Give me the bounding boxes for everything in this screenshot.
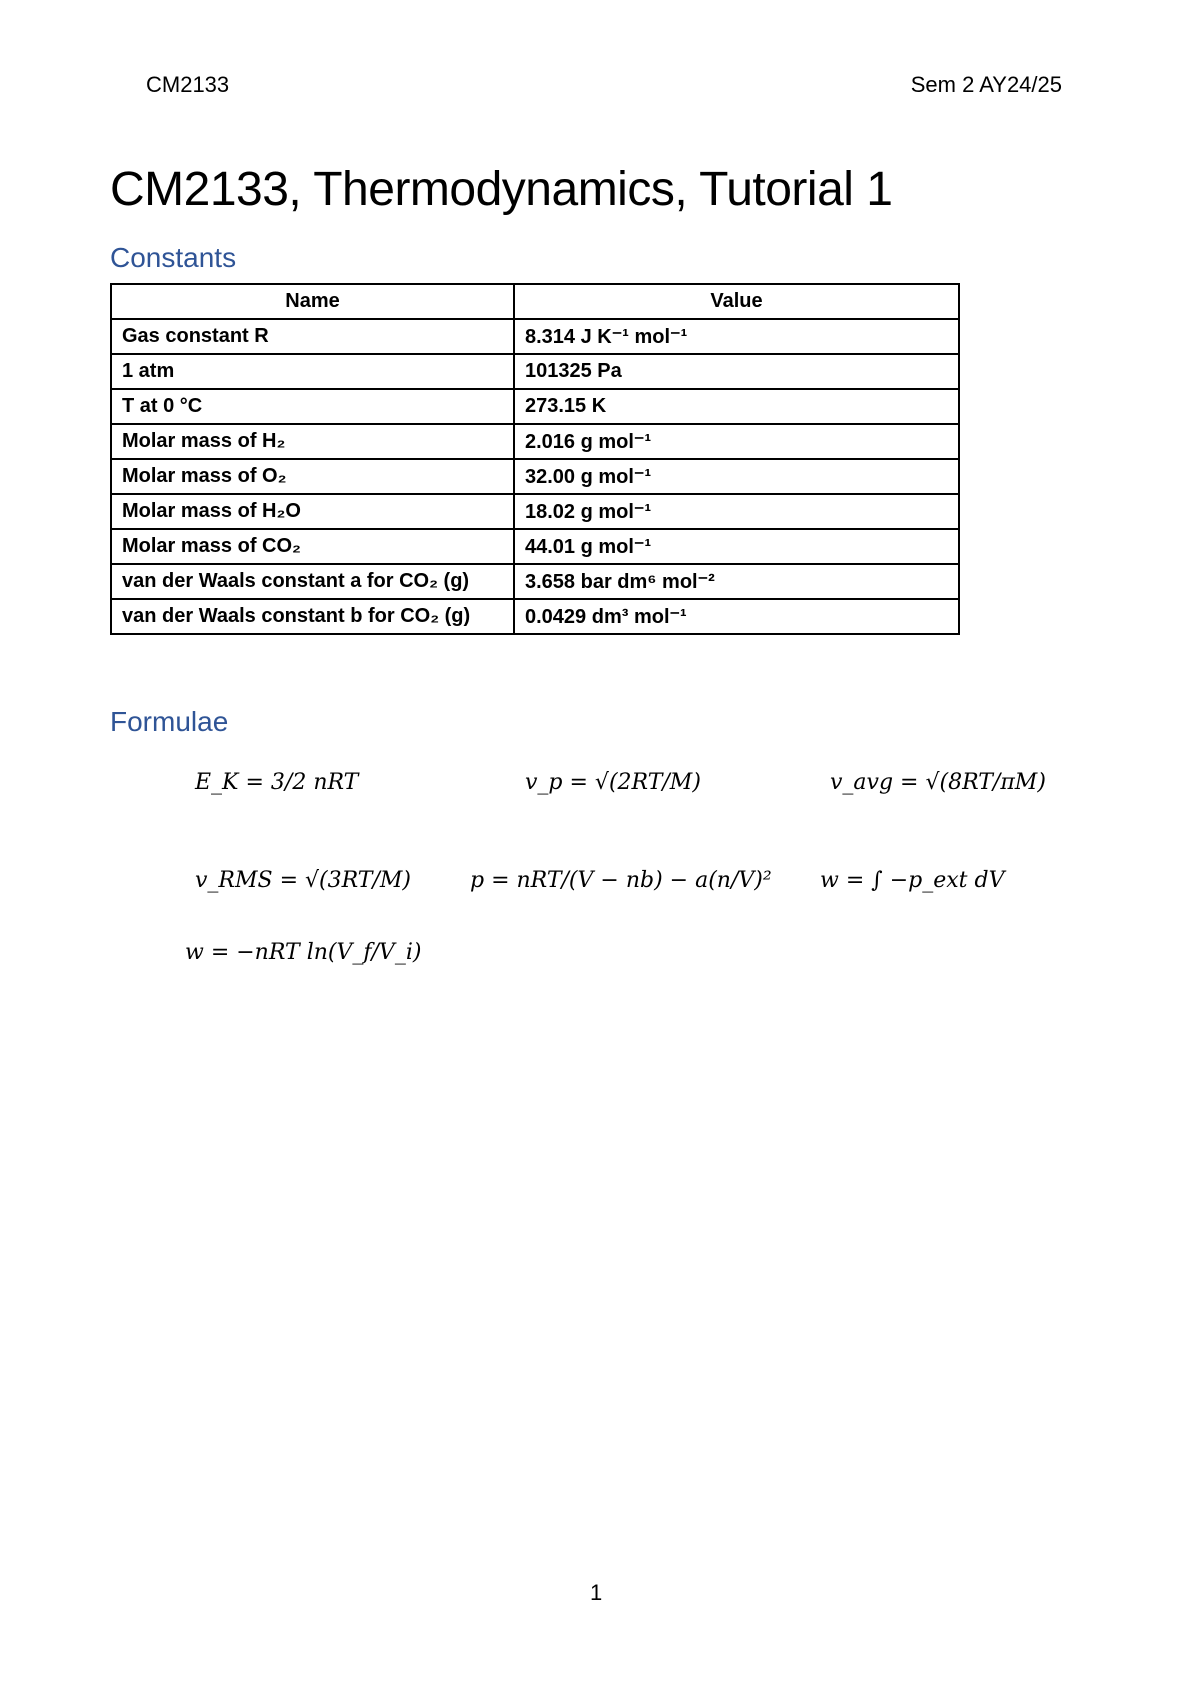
constant-value: 44.01 g mol⁻¹ [514, 529, 959, 564]
constant-name: 1 atm [111, 354, 514, 389]
constant-name: Gas constant R [111, 319, 514, 354]
constant-name: van der Waals constant b for CO₂ (g) [111, 599, 514, 634]
constant-name: Molar mass of H₂ [111, 424, 514, 459]
formula-most-probable-speed: v_p = √(2RT/M) [525, 770, 701, 795]
formulae-heading: Formulae [110, 706, 229, 737]
constant-name: Molar mass of H₂O [111, 494, 514, 529]
page-number: 1 [590, 1580, 603, 1605]
page-title: CM2133, Thermodynamics, Tutorial 1 [110, 163, 893, 216]
column-header-value: Value [514, 284, 959, 319]
table-row [111, 319, 959, 354]
constant-name: T at 0 °C [111, 389, 514, 424]
header-semester: Sem 2 AY24/25 [910, 72, 1062, 97]
constant-value: 18.02 g mol⁻¹ [514, 494, 959, 529]
column-header-name: Name [111, 284, 514, 319]
constants-heading: Constants [110, 242, 237, 273]
table-row [111, 354, 959, 389]
constant-value: 8.314 J K⁻¹ mol⁻¹ [514, 319, 959, 354]
table-row [111, 529, 959, 564]
table-row [111, 494, 959, 529]
constant-name: Molar mass of O₂ [111, 459, 514, 494]
table-row [111, 389, 959, 424]
formula-work-integral: w = ∫ −p_ext dV [820, 868, 1005, 893]
constant-value: 3.658 bar dm⁶ mol⁻² [514, 564, 959, 599]
table-header-row [111, 284, 959, 319]
constant-value: 0.0429 dm³ mol⁻¹ [514, 599, 959, 634]
table-row [111, 564, 959, 599]
formula-average-speed: v_avg = √(8RT/πM) [830, 770, 1046, 795]
table-row [111, 599, 959, 634]
table-row [111, 424, 959, 459]
formula-isothermal-work: w = −nRT ln(V_f/V_i) [185, 940, 422, 965]
formula-rms-speed: v_RMS = √(3RT/M) [195, 868, 411, 893]
formula-kinetic-energy: E_K = 3/2 nRT [195, 770, 359, 795]
constant-name: van der Waals constant a for CO₂ (g) [111, 564, 514, 599]
formula-van-der-waals: p = nRT/(V − nb) − a(n/V)² [470, 868, 772, 893]
constant-value: 2.016 g mol⁻¹ [514, 424, 959, 459]
constant-value: 101325 Pa [514, 354, 959, 389]
constant-value: 32.00 g mol⁻¹ [514, 459, 959, 494]
constant-value: 273.15 K [514, 389, 959, 424]
table-row [111, 459, 959, 494]
header-course-code: CM2133 [146, 72, 230, 97]
constants-table [110, 283, 960, 635]
constant-name: Molar mass of CO₂ [111, 529, 514, 564]
